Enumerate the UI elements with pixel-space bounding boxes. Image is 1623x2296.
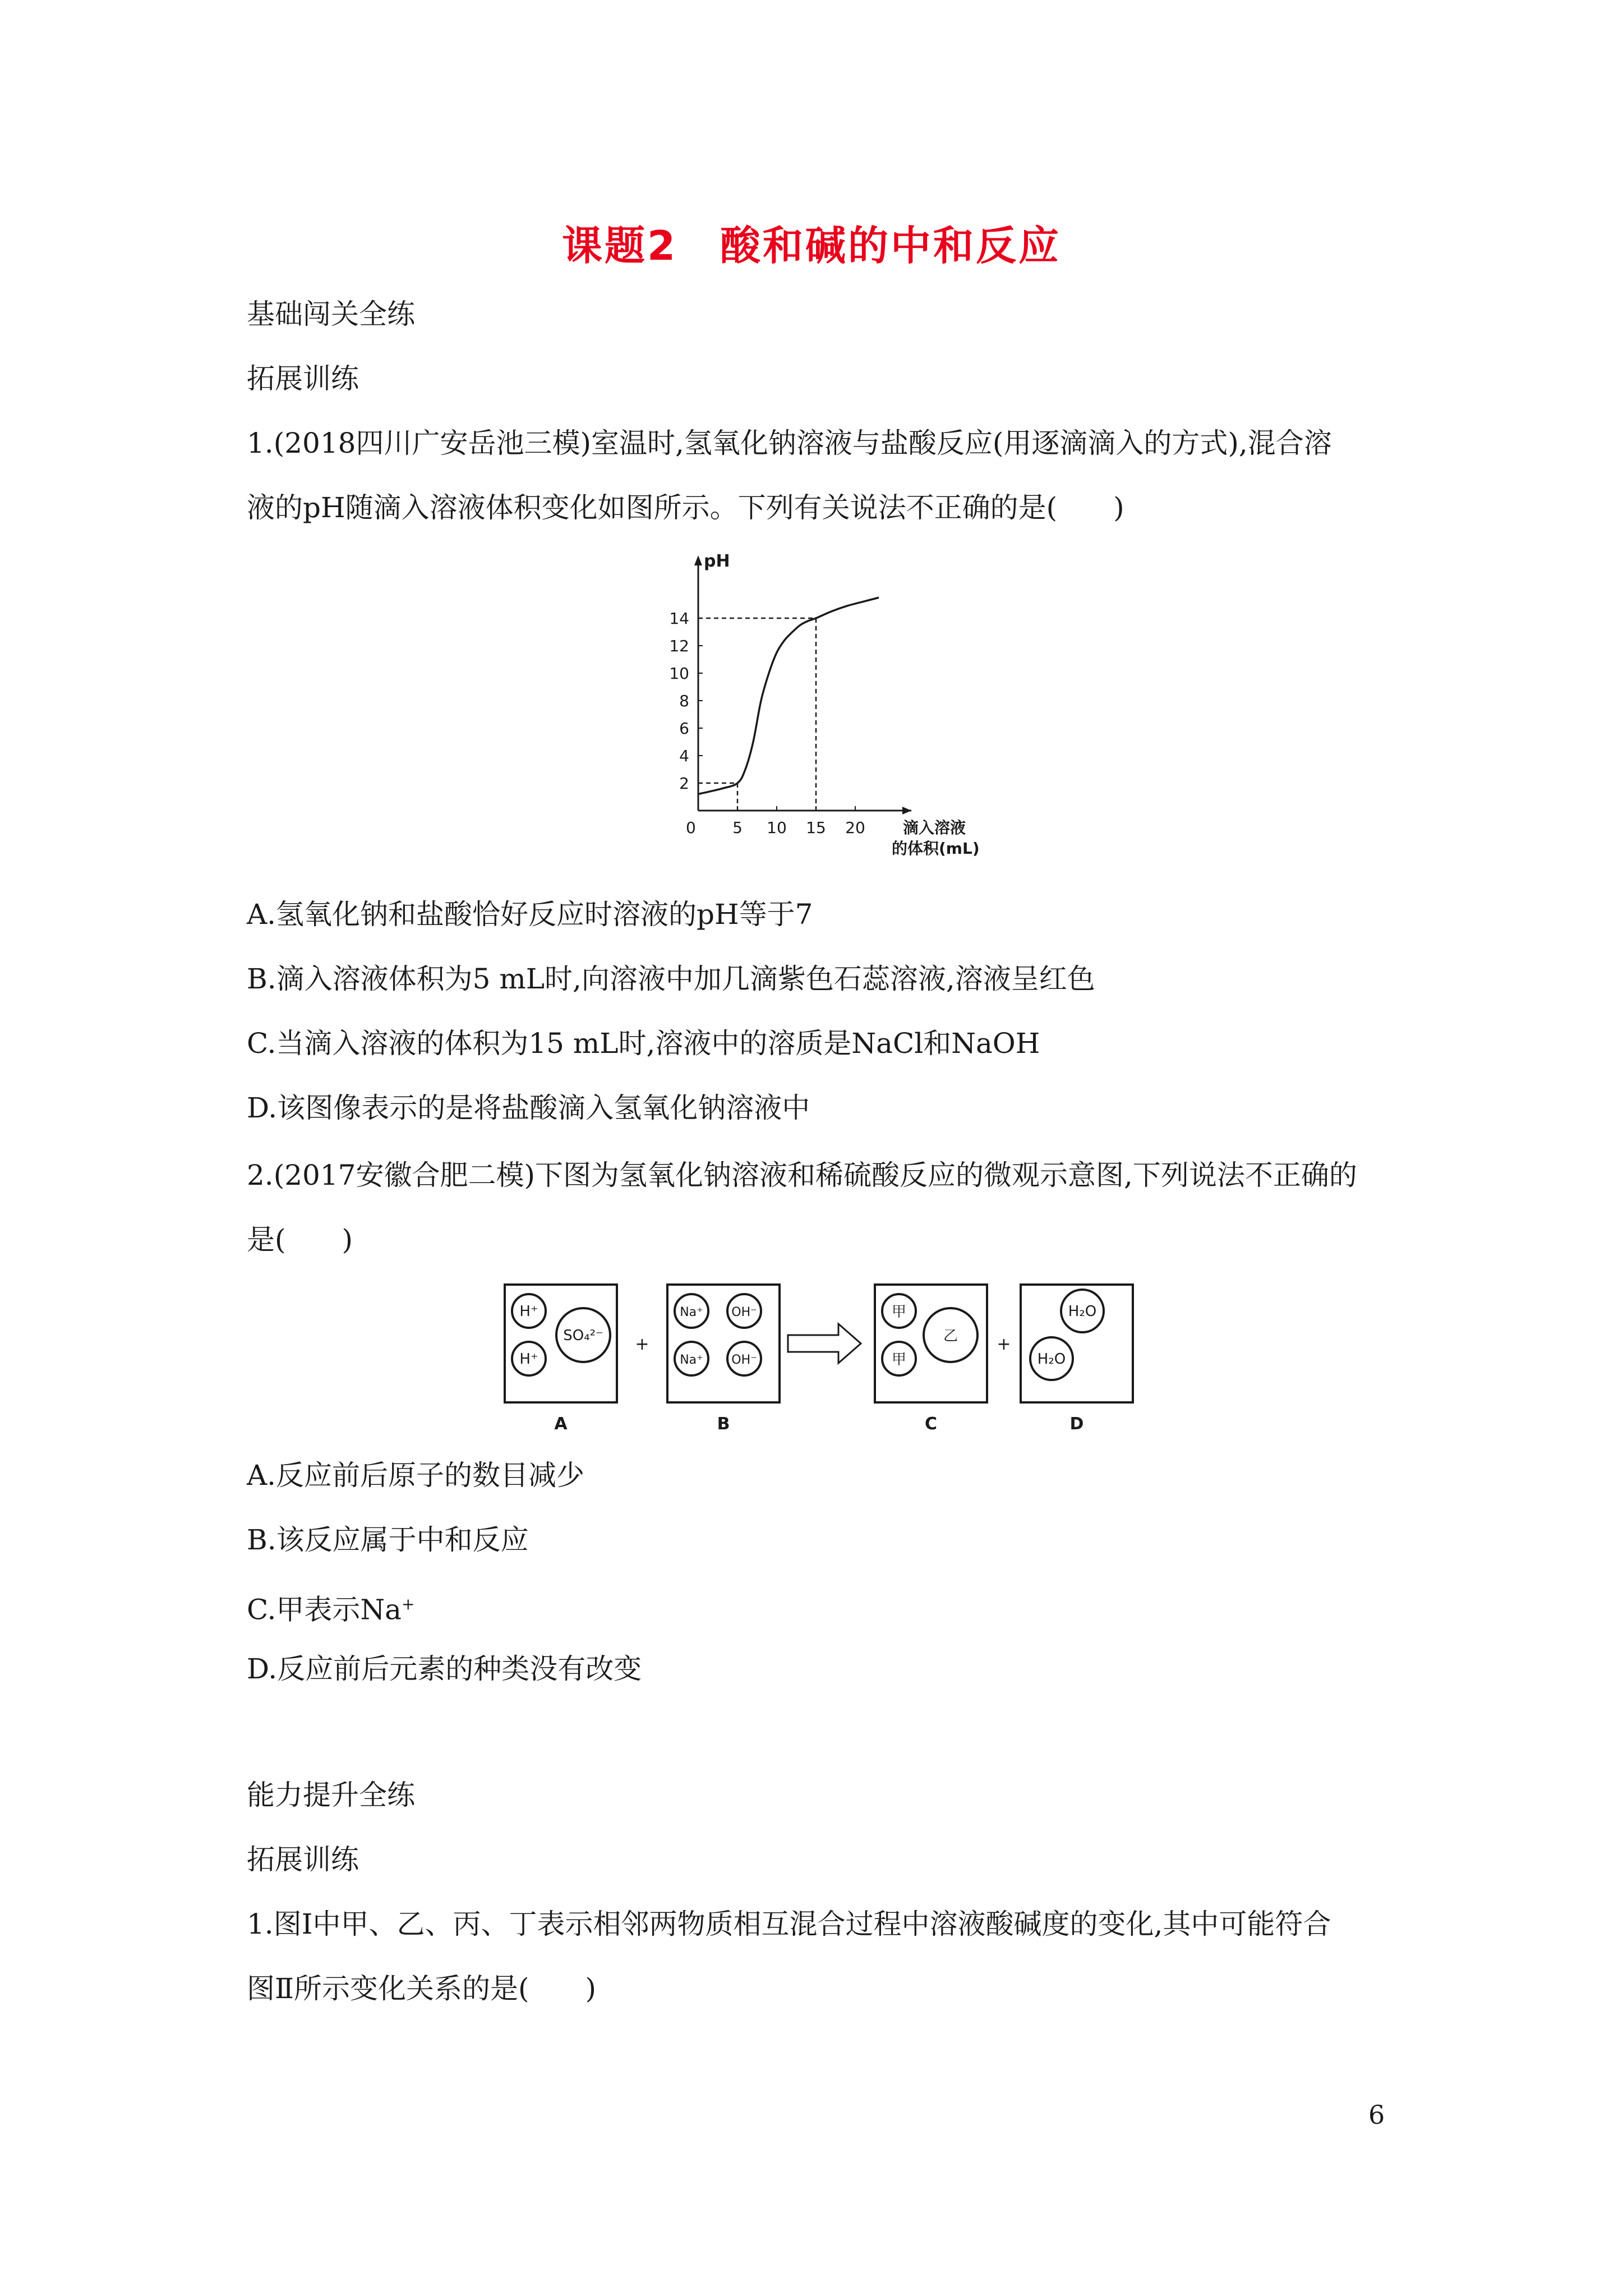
particle-na-ion: Na⁺ [680,1353,703,1367]
x-axis-label-line2: 的体积(mL) [892,839,980,858]
q1-option-a: A.氢氧化钠和盐酸恰好反应时溶液的pH等于7 [247,898,813,931]
y-axis-arrow-icon [694,555,702,565]
reaction-arrow-icon [788,1324,861,1363]
q3-line2: 图Ⅱ所示变化关系的是( ) [247,1972,596,2005]
q2-option-d: D.反应前后元素的种类没有改变 [247,1653,642,1685]
x-axis-label-line1: 滴入溶液 [903,818,966,837]
particle-na-ion: Na⁺ [680,1305,703,1319]
particle-jia: 甲 [891,1351,907,1368]
section-subheading-1: 拓展训练 [247,362,359,395]
section-subheading-2: 拓展训练 [247,1843,359,1876]
ph-chart-svg [628,550,1021,869]
q1-option-d: D.该图像表示的是将盐酸滴入氢氧化钠溶液中 [247,1092,810,1124]
dashed-guide-line [698,783,737,811]
y-axis-label: pH [704,551,730,571]
box-label-b: B [717,1414,730,1434]
q2-line2: 是( ) [247,1223,353,1256]
x-tick-label: 10 [767,818,787,837]
q3-line1: 1.图Ⅰ中甲、乙、丙、丁表示相邻两物质相互混合过程中溶液酸碱度的变化,其中可能符合 [247,1908,1331,1940]
q2-line1: 2.(2017安徽合肥二模)下图为氢氧化钠溶液和稀硫酸反应的微观示意图,下列说法不正确的 [247,1159,1357,1191]
x-axis-arrow-icon [902,807,911,815]
ph-titration-chart [628,550,1021,869]
q2-option-c-superscript: + [401,1595,415,1613]
y-tick-label: 12 [669,637,689,655]
q1-line2: 液的pH随滴入溶液体积变化如图所示。下列有关说法不正确的是( ) [247,491,1124,524]
x-tick-label: 15 [806,818,826,837]
x-tick-label: 20 [845,818,865,837]
q2-option-c-text: C.甲表示Na [247,1593,402,1626]
q1-option-c: C.当滴入溶液的体积为15 mL时,溶液中的溶质是NaCl和NaOH [247,1027,1040,1060]
particle-water: H₂O [1068,1303,1097,1320]
origin-label: 0 [686,818,696,837]
y-tick-label: 4 [679,747,689,765]
y-tick-label: 8 [679,692,689,710]
reaction-diagram-svg [499,1279,1144,1436]
page-title: 课题2 酸和碱的中和反应 [561,222,1062,269]
section-heading-advanced: 能力提升全练 [247,1779,415,1811]
particle-oh-ion: OH⁻ [731,1353,757,1367]
dashed-guide-line [698,618,816,811]
particle-jia: 甲 [891,1304,907,1320]
particle-yi: 乙 [943,1328,958,1345]
q1-option-b: B.滴入溶液体积为5 mL时,向溶液中加几滴紫色石蕊溶液,溶液呈红色 [247,963,1095,995]
section-heading-basic: 基础闯关全练 [247,298,415,330]
particle-h-ion: H⁺ [519,1303,538,1320]
y-tick-label: 2 [679,774,689,793]
page-number: 6 [1368,2100,1385,2130]
particle-oh-ion: OH⁻ [731,1305,757,1319]
y-tick-label: 6 [679,719,689,738]
y-tick-label: 14 [669,609,689,628]
box-label-c: C [924,1414,938,1434]
q2-option-a: A.反应前后原子的数目减少 [247,1459,585,1492]
particle-sulfate-ion: SO₄²⁻ [563,1327,603,1344]
q1-line1: 1.(2018四川广安岳池三模)室温时,氢氧化钠溶液与盐酸反应(用逐滴滴入的方式),混合溶 [247,427,1332,459]
particle-h-ion: H⁺ [519,1351,538,1368]
box-label-a: A [554,1414,568,1434]
box-label-d: D [1069,1414,1084,1434]
x-tick-label: 5 [732,818,743,837]
particle-water: H₂O [1037,1351,1066,1368]
plus-sign: + [997,1335,1011,1354]
ph-curve-line [698,597,879,794]
plus-sign: + [635,1335,649,1354]
q2-option-b: B.该反应属于中和反应 [247,1524,529,1556]
q2-option-c [247,1588,414,1627]
reaction-diagram [499,1279,1144,1436]
y-tick-label: 10 [669,664,689,683]
